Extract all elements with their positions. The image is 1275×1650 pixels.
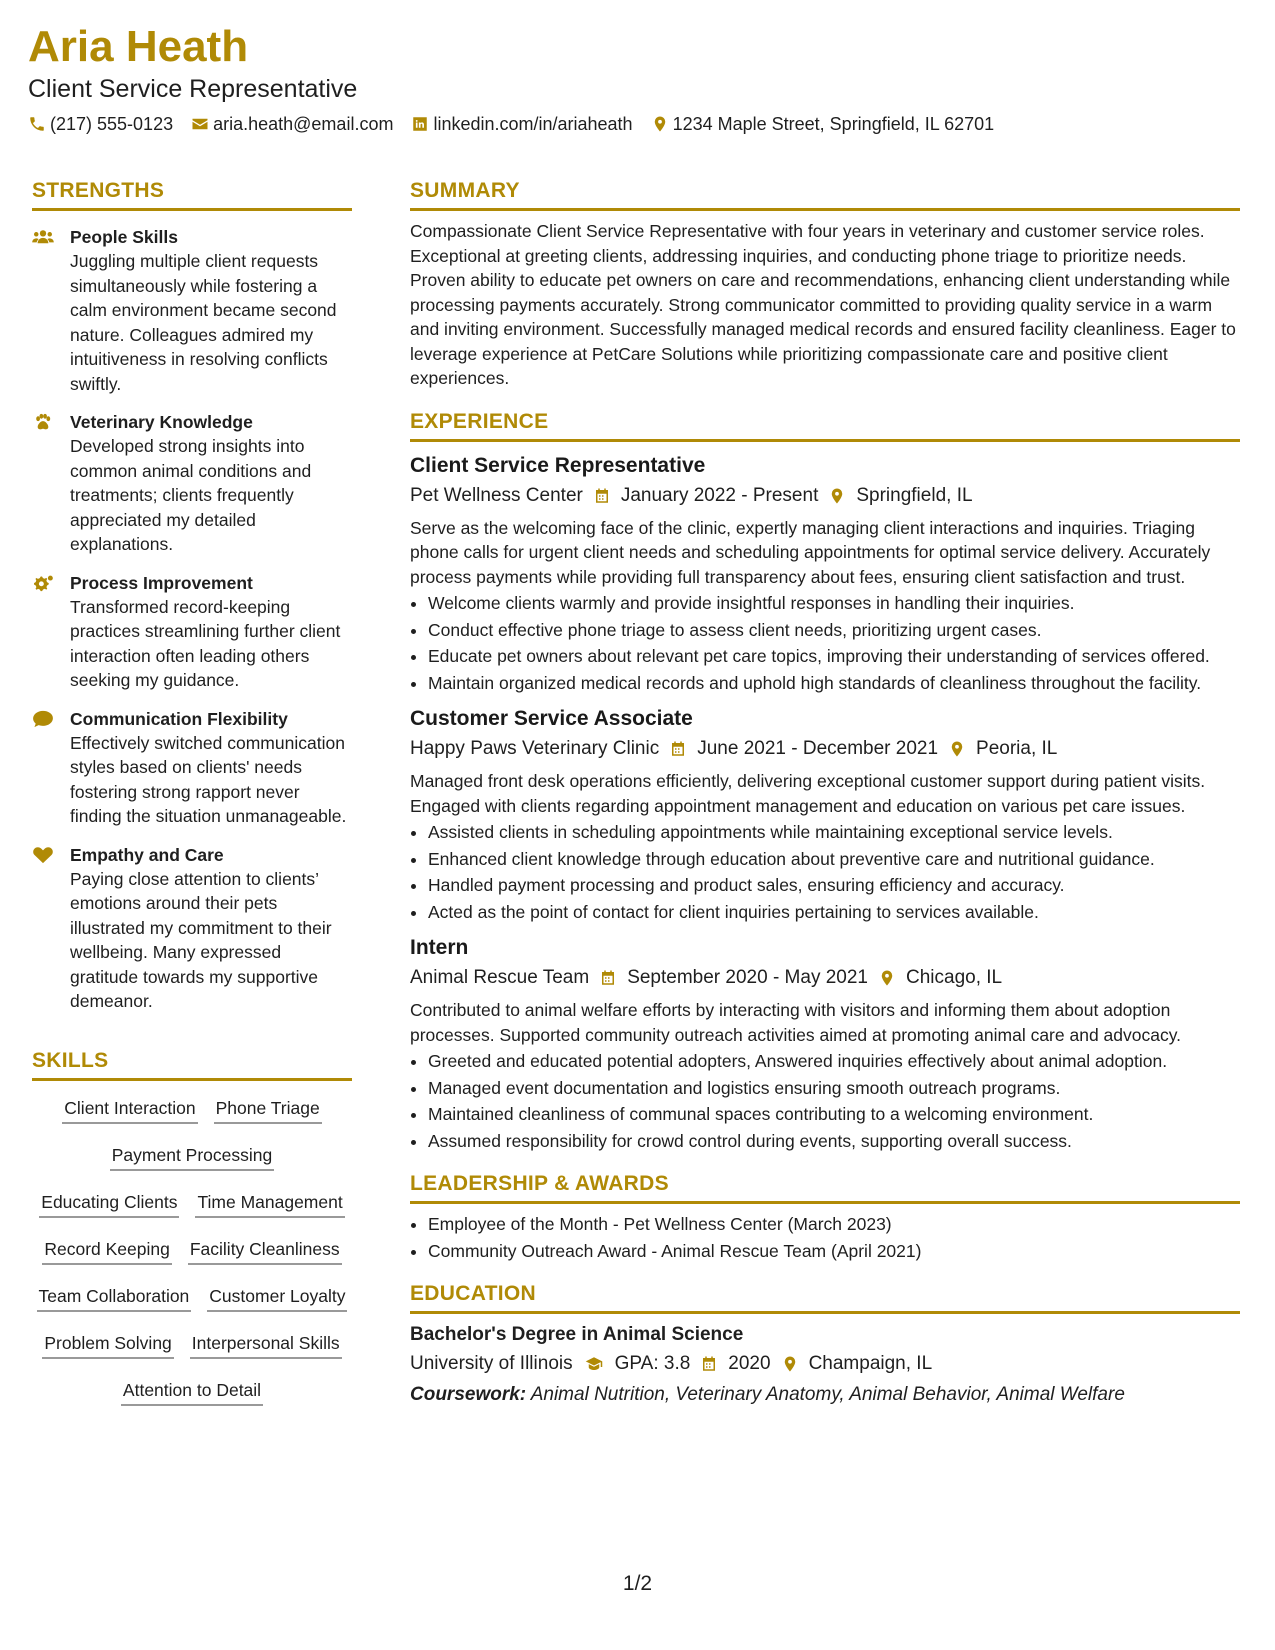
award-item: • Employee of the Month - Pet Wellness Center (March 2023) — [428, 1212, 1240, 1237]
award-item: • Community Outreach Award - Animal Rescue Team (April 2021) — [428, 1239, 1240, 1264]
job-meta — [410, 964, 1240, 992]
coursework-label: Coursework: — [410, 1384, 527, 1405]
resume-header — [28, 22, 1248, 136]
map-pin-icon — [828, 487, 846, 505]
map-pin-icon — [781, 1355, 799, 1373]
job-description: Contributed to animal welfare efforts by interacting with visitors and informing them about adoption processes. Supported community outreach activities aimed at promoting animal care and advocacy. — [410, 1000, 1182, 1045]
bullet-item: • Conduct effective phone triage to assess client needs, prioritizing urgent cases. — [428, 618, 1240, 643]
contact-bar — [28, 112, 1248, 136]
bullet-item: • Welcome clients warmly and provide insightful responses in handling their inquiries. — [428, 591, 1240, 616]
skill-tag: Interpersonal Skills — [190, 1332, 342, 1359]
job-title: Customer Service Associate — [410, 707, 693, 730]
job-location: Peoria, IL — [976, 738, 1058, 759]
job-company: Happy Paws Veterinary Clinic — [410, 738, 660, 759]
strength-title: Veterinary Knowledge — [70, 412, 253, 432]
bullet-item: • Maintained cleanliness of communal spaces contributing to a welcoming environment. — [428, 1102, 1240, 1127]
job-location: Chicago, IL — [906, 967, 1003, 988]
gears-icon — [32, 574, 54, 592]
strength-title: Empathy and Care — [70, 844, 224, 865]
chat-icon — [32, 710, 54, 728]
skills-list — [32, 1097, 352, 1406]
bullet-item: • Handled payment processing and product sales, ensuring efficiency and accuracy. — [428, 873, 1240, 898]
strengths-heading: STRENGTHS — [32, 178, 352, 211]
school-location: Champaign, IL — [808, 1353, 933, 1374]
skill-tag: Facility Cleanliness — [188, 1238, 342, 1265]
skill-tag: Payment Processing — [110, 1144, 275, 1171]
map-pin-icon — [948, 740, 966, 758]
skill-tag: Client Interaction — [62, 1097, 197, 1124]
experience-heading: EXPERIENCE — [410, 409, 1240, 442]
job-description: Serve as the welcoming face of the clinic, expertly managing client interactions and inquiries. Triaging phone calls for urgent client needs and scheduling appointments for optimal service delivery. Accurately process payments while providing full transparency about fees, ensuring client satisfaction and trust. — [410, 517, 1211, 587]
graduation-year: 2020 — [728, 1353, 771, 1374]
email-text: aria.heath@email.com — [213, 114, 394, 134]
job-title: Client Service Representative — [410, 453, 706, 477]
education-section — [410, 1281, 1240, 1408]
skill-tag: Time Management — [195, 1191, 344, 1218]
strength-desc: Effectively switched communication styles based on clients' needs fostering strong rapport never finding the situation unmanageable. — [70, 732, 347, 826]
job-bullets — [410, 591, 1240, 695]
bullet-item: • Maintain organized medical records and uphold high standards of cleanliness throughout the facility. — [428, 671, 1240, 696]
strength-title: Communication Flexibility — [70, 708, 288, 729]
job-location: Springfield, IL — [856, 484, 973, 506]
address-text: 1234 Maple Street, Springfield, IL 62701 — [672, 114, 995, 134]
skill-tag: Record Keeping — [42, 1238, 172, 1265]
skill-tag: Problem Solving — [42, 1332, 173, 1359]
leadership-heading: LEADERSHIP & AWARDS — [410, 1171, 1240, 1204]
job-title: Intern — [410, 936, 469, 959]
school-name: University of Illinois — [410, 1353, 573, 1374]
linkedin-icon — [411, 115, 429, 133]
strength-item — [32, 410, 352, 557]
left-column — [32, 178, 352, 1406]
skill-tag: Educating Clients — [39, 1191, 179, 1218]
graduation-cap-icon — [583, 1355, 605, 1373]
degree-title: Bachelor's Degree in Animal Science — [410, 1324, 744, 1345]
leadership-section — [410, 1171, 1240, 1263]
job-bullets — [410, 820, 1240, 924]
job-dates: January 2022 - Present — [620, 484, 819, 506]
coursework-list: Animal Nutrition, Veterinary Anatomy, Animal Behavior, Animal Welfare — [530, 1384, 1125, 1405]
page-number: 1/2 — [622, 1572, 653, 1595]
skill-tag: Attention to Detail — [121, 1379, 263, 1406]
phone-text: (217) 555-0123 — [50, 114, 174, 134]
summary-section — [410, 178, 1240, 391]
strength-desc: Transformed record-keeping practices streamlining further client interaction often leading others seeking my guidance. — [70, 596, 341, 690]
strengths-section — [32, 178, 352, 1020]
strength-title: People Skills — [70, 227, 178, 247]
candidate-name: Aria Heath — [28, 22, 249, 71]
job-dates: June 2021 - December 2021 — [697, 738, 939, 759]
users-icon — [32, 228, 54, 246]
contact-phone[interactable] — [28, 112, 173, 136]
envelope-icon — [191, 115, 209, 133]
strength-desc: Juggling multiple client requests simultaneously while fostering a calm environment became second nature. Colleagues admired my intuitiveness in resolving conflicts swiftly. — [70, 251, 337, 394]
bullet-item: • Assumed responsibility for crowd control during events, supporting overall success. — [428, 1129, 1240, 1154]
job-dates: September 2020 - May 2021 — [627, 967, 868, 988]
summary-heading: SUMMARY — [410, 178, 1240, 211]
bullet-item: • Assisted clients in scheduling appointments while maintaining exceptional service levels. — [428, 820, 1240, 845]
map-pin-icon — [878, 969, 896, 987]
strength-desc: Developed strong insights into common animal conditions and treatments; clients frequently appreciated my detailed explanations. — [70, 436, 312, 554]
experience-section — [410, 409, 1240, 1154]
calendar-icon — [593, 487, 611, 505]
skill-tag: Customer Loyalty — [207, 1285, 347, 1312]
linkedin-text: linkedin.com/in/ariaheath — [433, 114, 633, 134]
job-description: Managed front desk operations efficiently, delivering exceptional customer support during patient visits. Engaged with clients regarding appointment management and education on various pet care issues. — [410, 771, 1206, 816]
calendar-icon — [700, 1355, 718, 1373]
strength-item — [32, 707, 352, 829]
gpa: GPA: 3.8 — [614, 1353, 691, 1374]
strength-title: Process Improvement — [70, 572, 253, 593]
calendar-icon — [599, 969, 617, 987]
job-bullets — [410, 1049, 1240, 1153]
strength-item — [32, 571, 352, 693]
job-entry — [410, 452, 1240, 696]
calendar-icon — [669, 740, 687, 758]
education-heading: EDUCATION — [410, 1281, 1240, 1314]
skills-section — [32, 1048, 352, 1406]
strengths-list — [32, 225, 352, 1020]
phone-icon — [28, 115, 46, 133]
bullet-item: • Greeted and educated potential adopters, Answered inquiries effectively about animal adoption. — [428, 1049, 1240, 1074]
coursework — [410, 1382, 1240, 1408]
bullet-item: • Educate pet owners about relevant pet care topics, improving their understanding of services offered. — [428, 644, 1240, 669]
skill-tag: Phone Triage — [214, 1097, 322, 1124]
candidate-title: Client Service Representative — [28, 75, 358, 103]
job-entry — [410, 705, 1240, 924]
education-meta — [410, 1350, 1240, 1378]
job-company: Pet Wellness Center — [410, 484, 583, 506]
skill-tag: Team Collaboration — [37, 1285, 192, 1312]
strength-item — [32, 843, 352, 1014]
paw-icon — [32, 413, 54, 431]
map-pin-icon — [651, 115, 669, 133]
job-company: Animal Rescue Team — [410, 967, 590, 988]
job-meta — [410, 735, 1240, 763]
contact-address — [651, 112, 995, 136]
bullet-item: • Enhanced client knowledge through education about preventive care and nutritional guidance. — [428, 847, 1240, 872]
bullet-item: • Acted as the point of contact for client inquiries pertaining to services available. — [428, 900, 1240, 925]
summary-text: Compassionate Client Service Representative with four years in veterinary and customer service roles. Exceptional at greeting clients, addressing inquiries, and conducting phone triage to prioritize needs. Proven ability to educate pet owners on care and recommendations, enhancing client understanding while processing payments accurately. Strong communicator committed to providing quality service in a warm and inviting environment. Successfully managed medical records and ensured facility cleanliness. Eager to leverage experience at PetCare Solutions while prioritizing compassionate care and positive client experiences. — [410, 221, 1236, 388]
bullet-item: • Managed event documentation and logistics ensuring smooth outreach programs. — [428, 1076, 1240, 1101]
contact-linkedin[interactable] — [411, 112, 632, 136]
job-meta — [410, 482, 1240, 510]
strength-desc: Paying close attention to clients’ emotions around their pets illustrated my commitment to their wellbeing. Many expressed gratitude towards my supportive demeanor. — [70, 868, 332, 1011]
skills-heading: SKILLS — [32, 1048, 352, 1081]
job-entry — [410, 934, 1240, 1153]
right-column — [410, 178, 1240, 1408]
awards-list — [410, 1212, 1240, 1263]
strength-item — [32, 225, 352, 396]
heart-icon — [32, 846, 54, 864]
contact-email[interactable] — [191, 112, 393, 136]
